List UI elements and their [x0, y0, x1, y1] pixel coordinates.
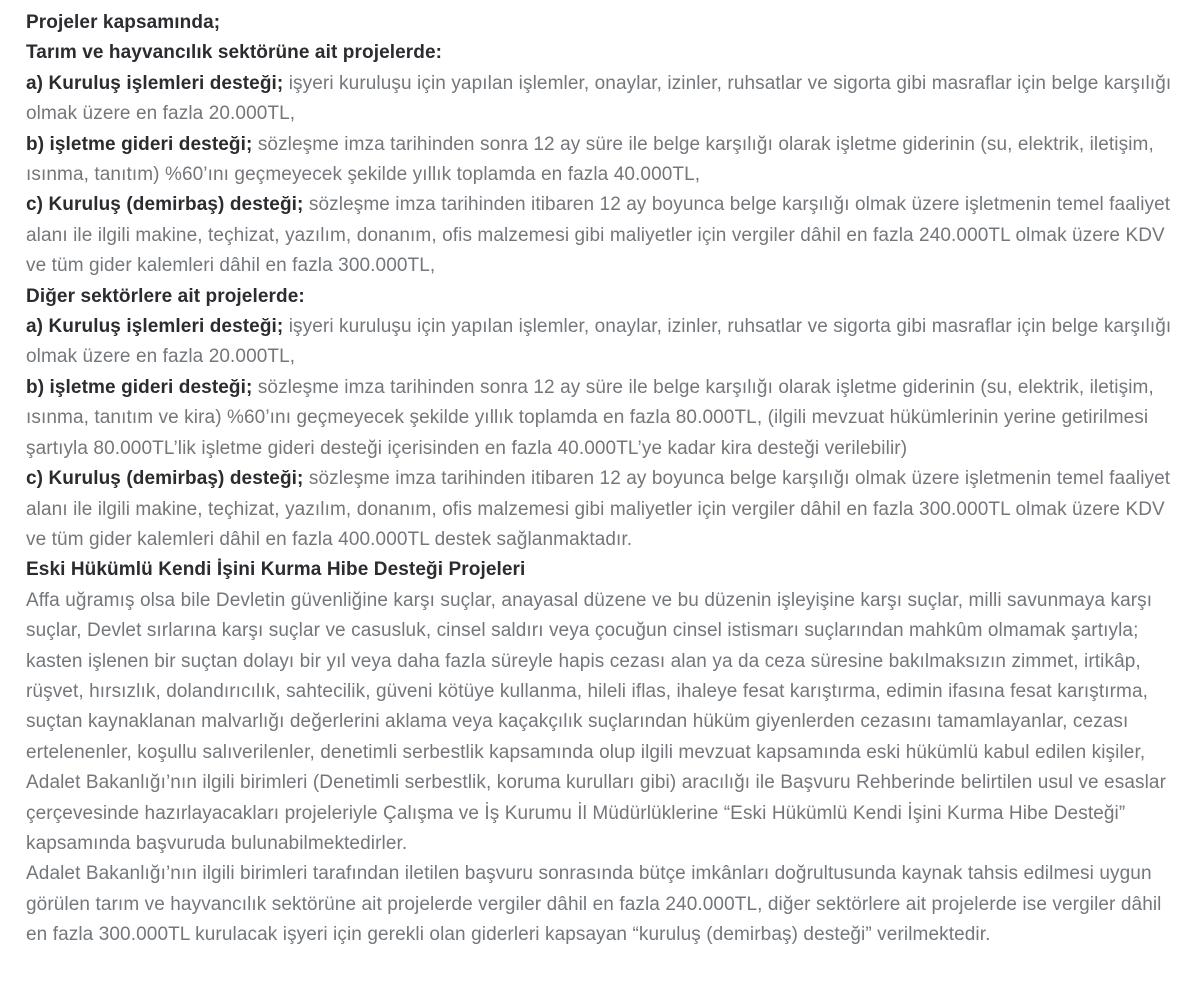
item-c-kurulus-demirbas-diger: [26, 464, 1182, 555]
heading-projeler-kapsaminda: [26, 8, 1182, 38]
item-a-kurulus-islemleri-diger-body: işyeri kuruluşu için yapılan işlemler, onaylar, izinler, ruhsatlar ve sigorta gibi masraflar için belge karşılığı olmak üzere en fazla 20.000TL,: [26, 316, 1172, 368]
para-adalet-bakanligi-kaynak-tahsisi: [26, 859, 1182, 950]
item-a-kurulus-islemleri-tarim-body: işyeri kuruluşu için yapılan işlemler, onaylar, izinler, ruhsatlar ve sigorta gibi masraflar için belge karşılığı olmak üzere en fazla 20.000TL,: [26, 72, 1172, 125]
item-c-kurulus-demirbas-diger-body: sözleşme imza tarihinden itibaren 12 ay boyunca belge karşılığı olmak üzere işletmenin temel faaliyet alanı ile ilgili makine, teçhizat, yazılım, donanım, ofis malzemesi gibi maliyetler için vergiler dâhil en fazla 300.000TL olmak üzere KDV ve tüm gider kalemleri dâhil en fazla 400.000TL destek sağlanmaktadır.: [26, 468, 1171, 550]
para-eski-hukumlu-basvuru-kosullari: [26, 586, 1182, 860]
para-eski-hukumlu-basvuru-kosullari-body: Affa uğramış olsa bile Devletin güvenliğine karşı suçlar, anayasal düzene ve bu düzenin işleyişine karşı suçlar, milli savunmaya karşı suçlar, Devlet sırlarına karşı suçlar ve casusluk, cinsel saldırı veya çocuğun cinsel istismarı suçlarından mahkûm olmamak şartıyla; kasten işlenen bir suçtan dolayı bir yıl veya daha fazla süreyle hapis cezası alan ya da ceza süresine bakılmaksızın zimmet, irtikâp, rüşvet, hırsızlık, dolandırıcılık, sahtecilik, güveni kötüye kullanma, hileli iflas, ihaleye fesat karıştırma, edimin ifasına fesat karıştırma, suçtan kaynaklanan malvarlığı değerlerini aklama veya kaçakçılık suçlarından hüküm giyenlerden cezasını tamamlayanlar, cezası ertelenenler, koşullu salıverilenler, denetimli serbestlik kapsamında olup ilgili mevzuat kapsamında eski hükümlü kabul edilen kişiler, Adalet Bakanlığı’nın ilgili birimleri (Denetimli serbestlik, koruma kurulları gibi) aracılığı ile Başvuru Rehberinde belirtilen usul ve esaslar çerçevesinde hazırlayacakları projeleriyle Çalışma ve İş Kurumu İl Müdürlüklerine “Eski Hükümlü Kendi İşini Kurma Hibe Desteği” kapsamında başvuruda bulunabilmektedirler.: [26, 589, 1167, 854]
heading-projeler-kapsaminda-text: Projeler kapsamında;: [26, 12, 221, 33]
item-a-kurulus-islemleri-diger: [26, 312, 1182, 373]
item-a-kurulus-islemleri-tarim: [26, 69, 1182, 130]
item-a-kurulus-islemleri-tarim-lead: a) Kuruluş işlemleri desteği;: [26, 72, 284, 94]
item-a-kurulus-islemleri-diger-lead: a) Kuruluş işlemleri desteği;: [26, 316, 284, 338]
heading-tarim-hayvancilik-projeleri: [26, 38, 1182, 68]
item-b-isletme-gideri-tarim-lead: b) işletme gideri desteği;: [26, 133, 253, 155]
item-c-kurulus-demirbas-tarim-body: sözleşme imza tarihinden itibaren 12 ay boyunca belge karşılığı olmak üzere işletmenin temel faaliyet alanı ile ilgili makine, teçhizat, yazılım, donanım, ofis malzemesi gibi maliyetler için vergiler dâhil en fazla 240.000TL olmak üzere KDV ve tüm gider kalemleri dâhil en fazla 300.000TL,: [26, 194, 1171, 277]
para-adalet-bakanligi-kaynak-tahsisi-body: Adalet Bakanlığı’nın ilgili birimleri tarafından iletilen başvuru sonrasında bütçe imkânları doğrultusunda kaynak tahsis edilmesi uygun görülen tarım ve hayvancılık sektörüne ait projelerde vergiler dâhil en fazla 240.000TL, diğer sektörlere ait projelerde ise vergiler dâhil en fazla 300.000TL kurulacak işyeri için gerekli olan giderleri kapsayan “kuruluş (demirbaş) desteği” verilmektedir.: [26, 863, 1162, 946]
heading-eski-hukumlu-text: Eski Hükümlü Kendi İşini Kurma Hibe Desteği Projeleri: [26, 559, 526, 581]
item-c-kurulus-demirbas-tarim: [26, 190, 1182, 281]
heading-diger-sektorler-projeleri: [26, 282, 1182, 312]
heading-tarim-hayvancilik-text: Tarım ve hayvancılık sektörüne ait projelerde:: [26, 42, 443, 64]
item-c-kurulus-demirbas-diger-lead: c) Kuruluş (demirbaş) desteği;: [26, 468, 304, 490]
item-b-isletme-gideri-tarim-body: sözleşme imza tarihinden sonra 12 ay süre ile belge karşılığı olarak işletme giderinin (su, elektrik, iletişim, ısınma, tanıtım) %60’ını geçmeyecek şekilde yıllık toplamda en fazla 40.000TL,: [26, 133, 1154, 186]
heading-eski-hukumlu-hibe-destegi: [26, 555, 1182, 585]
heading-diger-sektorler-text: Diğer sektörlere ait projelerde:: [26, 285, 305, 307]
item-b-isletme-gideri-tarim: [26, 130, 1182, 191]
item-b-isletme-gideri-diger: [26, 373, 1182, 464]
item-c-kurulus-demirbas-tarim-lead: c) Kuruluş (demirbaş) desteği;: [26, 194, 304, 216]
item-b-isletme-gideri-diger-body: sözleşme imza tarihinden sonra 12 ay süre ile belge karşılığı olarak işletme giderinin (su, elektrik, iletişim, ısınma, tanıtım ve kira) %60’ını geçmeyecek şekilde yıllık toplamda en fazla 80.000TL, (ilgili mevzuat hükümlerinin yerine getirilmesi şartıyla 80.000TL’lik işletme gideri desteği içerisinden en fazla 40.000TL’ye kadar kira desteği verilebilir): [26, 376, 1154, 459]
item-b-isletme-gideri-diger-lead: b) işletme gideri desteği;: [26, 376, 253, 398]
